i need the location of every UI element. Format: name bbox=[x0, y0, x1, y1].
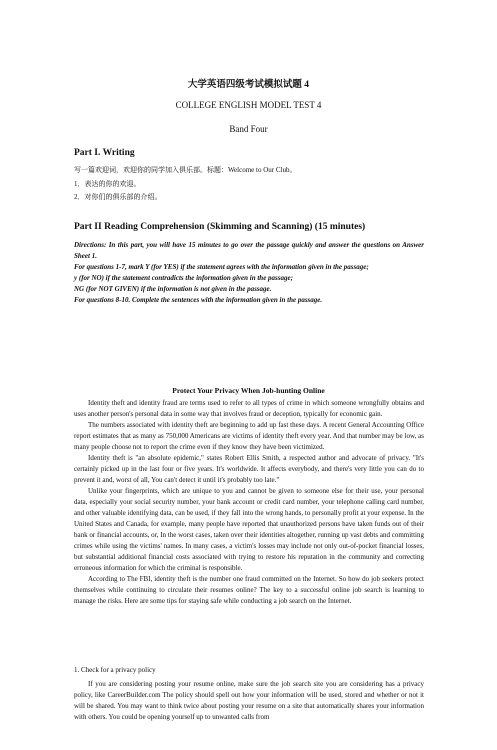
tip-1-paragraph: If you are considering posting your resume online, make sure the job search site you are considering has a privacy policy, like CareerBuilder.com The policy should spell out how your information will be used, stored and whether or not it will be shared. You may want to think twice about posting your resume on a site that automatically shares your information with others. You could be opening yourself up to unwanted calls from bbox=[74, 680, 424, 721]
passage-paragraph: The numbers associated with identity theft are beginning to add up fast these days. A recent General Accounting Office report estimates that as many as 750,000 Americans are victims of identity theft every year. And that number may be low, as many people choose not to report the crime even if they know they have been victimized. bbox=[74, 421, 424, 451]
part1-heading: Part I. Writing bbox=[74, 148, 135, 158]
part1-point-2: 2．对你们的俱乐部的介绍。 bbox=[74, 193, 162, 201]
directions-block bbox=[74, 240, 424, 306]
tip-1-heading: 1. Check for a privacy policy bbox=[74, 666, 156, 674]
directions-line-1: Directions: In this part, you will have 15 minutes to go over the passage quickly and answer the questions on Answer Sheet 1. bbox=[74, 241, 424, 260]
passage-paragraph: Unlike your fingerprints, which are unique to you and cannot be given to someone else for their use, your personal data, especially your social security number, your bank account or credit card number, your telephone calling card number, and other valuable identifying data, can be used, if they fall into the wrong hands, to personally profit at your expense. In the United States and Canada, for example, many people have reported that unauthorized persons have taken funds out of their bank or financial accounts, or, In the worst cases, taken over their identities altogether, running up vast debts and committing crimes while using the victims' names. In many cases, a victim's losses may include not only out-of-pocket financial losses, but substantial additional financial costs associated with trying to restore his reputation in the community and correcting erroneous information for which the criminal is responsible. bbox=[74, 487, 424, 572]
passage-paragraph: Identity theft and identity fraud are terms used to refer to all types of crime in which someone wrongfully obtains and uses another person's personal data in some way that involves fraud or deception, typically for economic gain. bbox=[74, 399, 424, 418]
part1-point-1: 1．表达的你的欢迎。 bbox=[74, 180, 141, 188]
passage-title: Protect Your Privacy When Job-hunting Online bbox=[172, 386, 325, 395]
document-title-english: COLLEGE ENGLISH MODEL TEST 4 bbox=[175, 100, 322, 110]
passage-paragraph: Identity theft is "an absolute epidemic," states Robert Ellis Smith, a respected author and advocate of privacy. "It's certainly picked up in the last four or five years. It's worldwide. It affects everybody, and there's very little you can do to prevent it and, worst of all, You can't detect it until it's probably too late." bbox=[74, 454, 424, 484]
directions-line-5: For questions 8-10. Complete the sentences with the information given in the passage. bbox=[74, 296, 323, 304]
document-title-chinese: 大学英语四级考试模拟试题 4 bbox=[187, 80, 310, 90]
passage-paragraph: According to The FBI, identity theft is the number one fraud committed on the Internet. So how do job seekers protect themselves while continuing to circulate their resumes online? The key to a successful online job search is learning to manage the risks. Here are some tips for staying safe while conducting a job search on the Internet. bbox=[74, 575, 424, 605]
tip-1-body bbox=[74, 679, 424, 723]
part2-heading: Part II Reading Comprehension (Skimming and Scanning) (15 minutes) bbox=[74, 222, 366, 232]
passage-body bbox=[74, 398, 424, 607]
part1-prompt: 写一篇欢迎词，欢迎你的同学加入俱乐部。标题：Welcome to Our Club。 bbox=[74, 166, 297, 174]
directions-line-2: For questions 1-7, mark Y (for YES) if the statement agrees with the information given in the passage; bbox=[74, 263, 369, 271]
directions-line-3: y (for NO) if the statement contradicts the information given in the passage; bbox=[74, 274, 293, 282]
band-label: Band Four bbox=[229, 124, 268, 134]
directions-line-4: NG (for NOT GIVEN) if the information is not given in the passage. bbox=[74, 285, 272, 293]
